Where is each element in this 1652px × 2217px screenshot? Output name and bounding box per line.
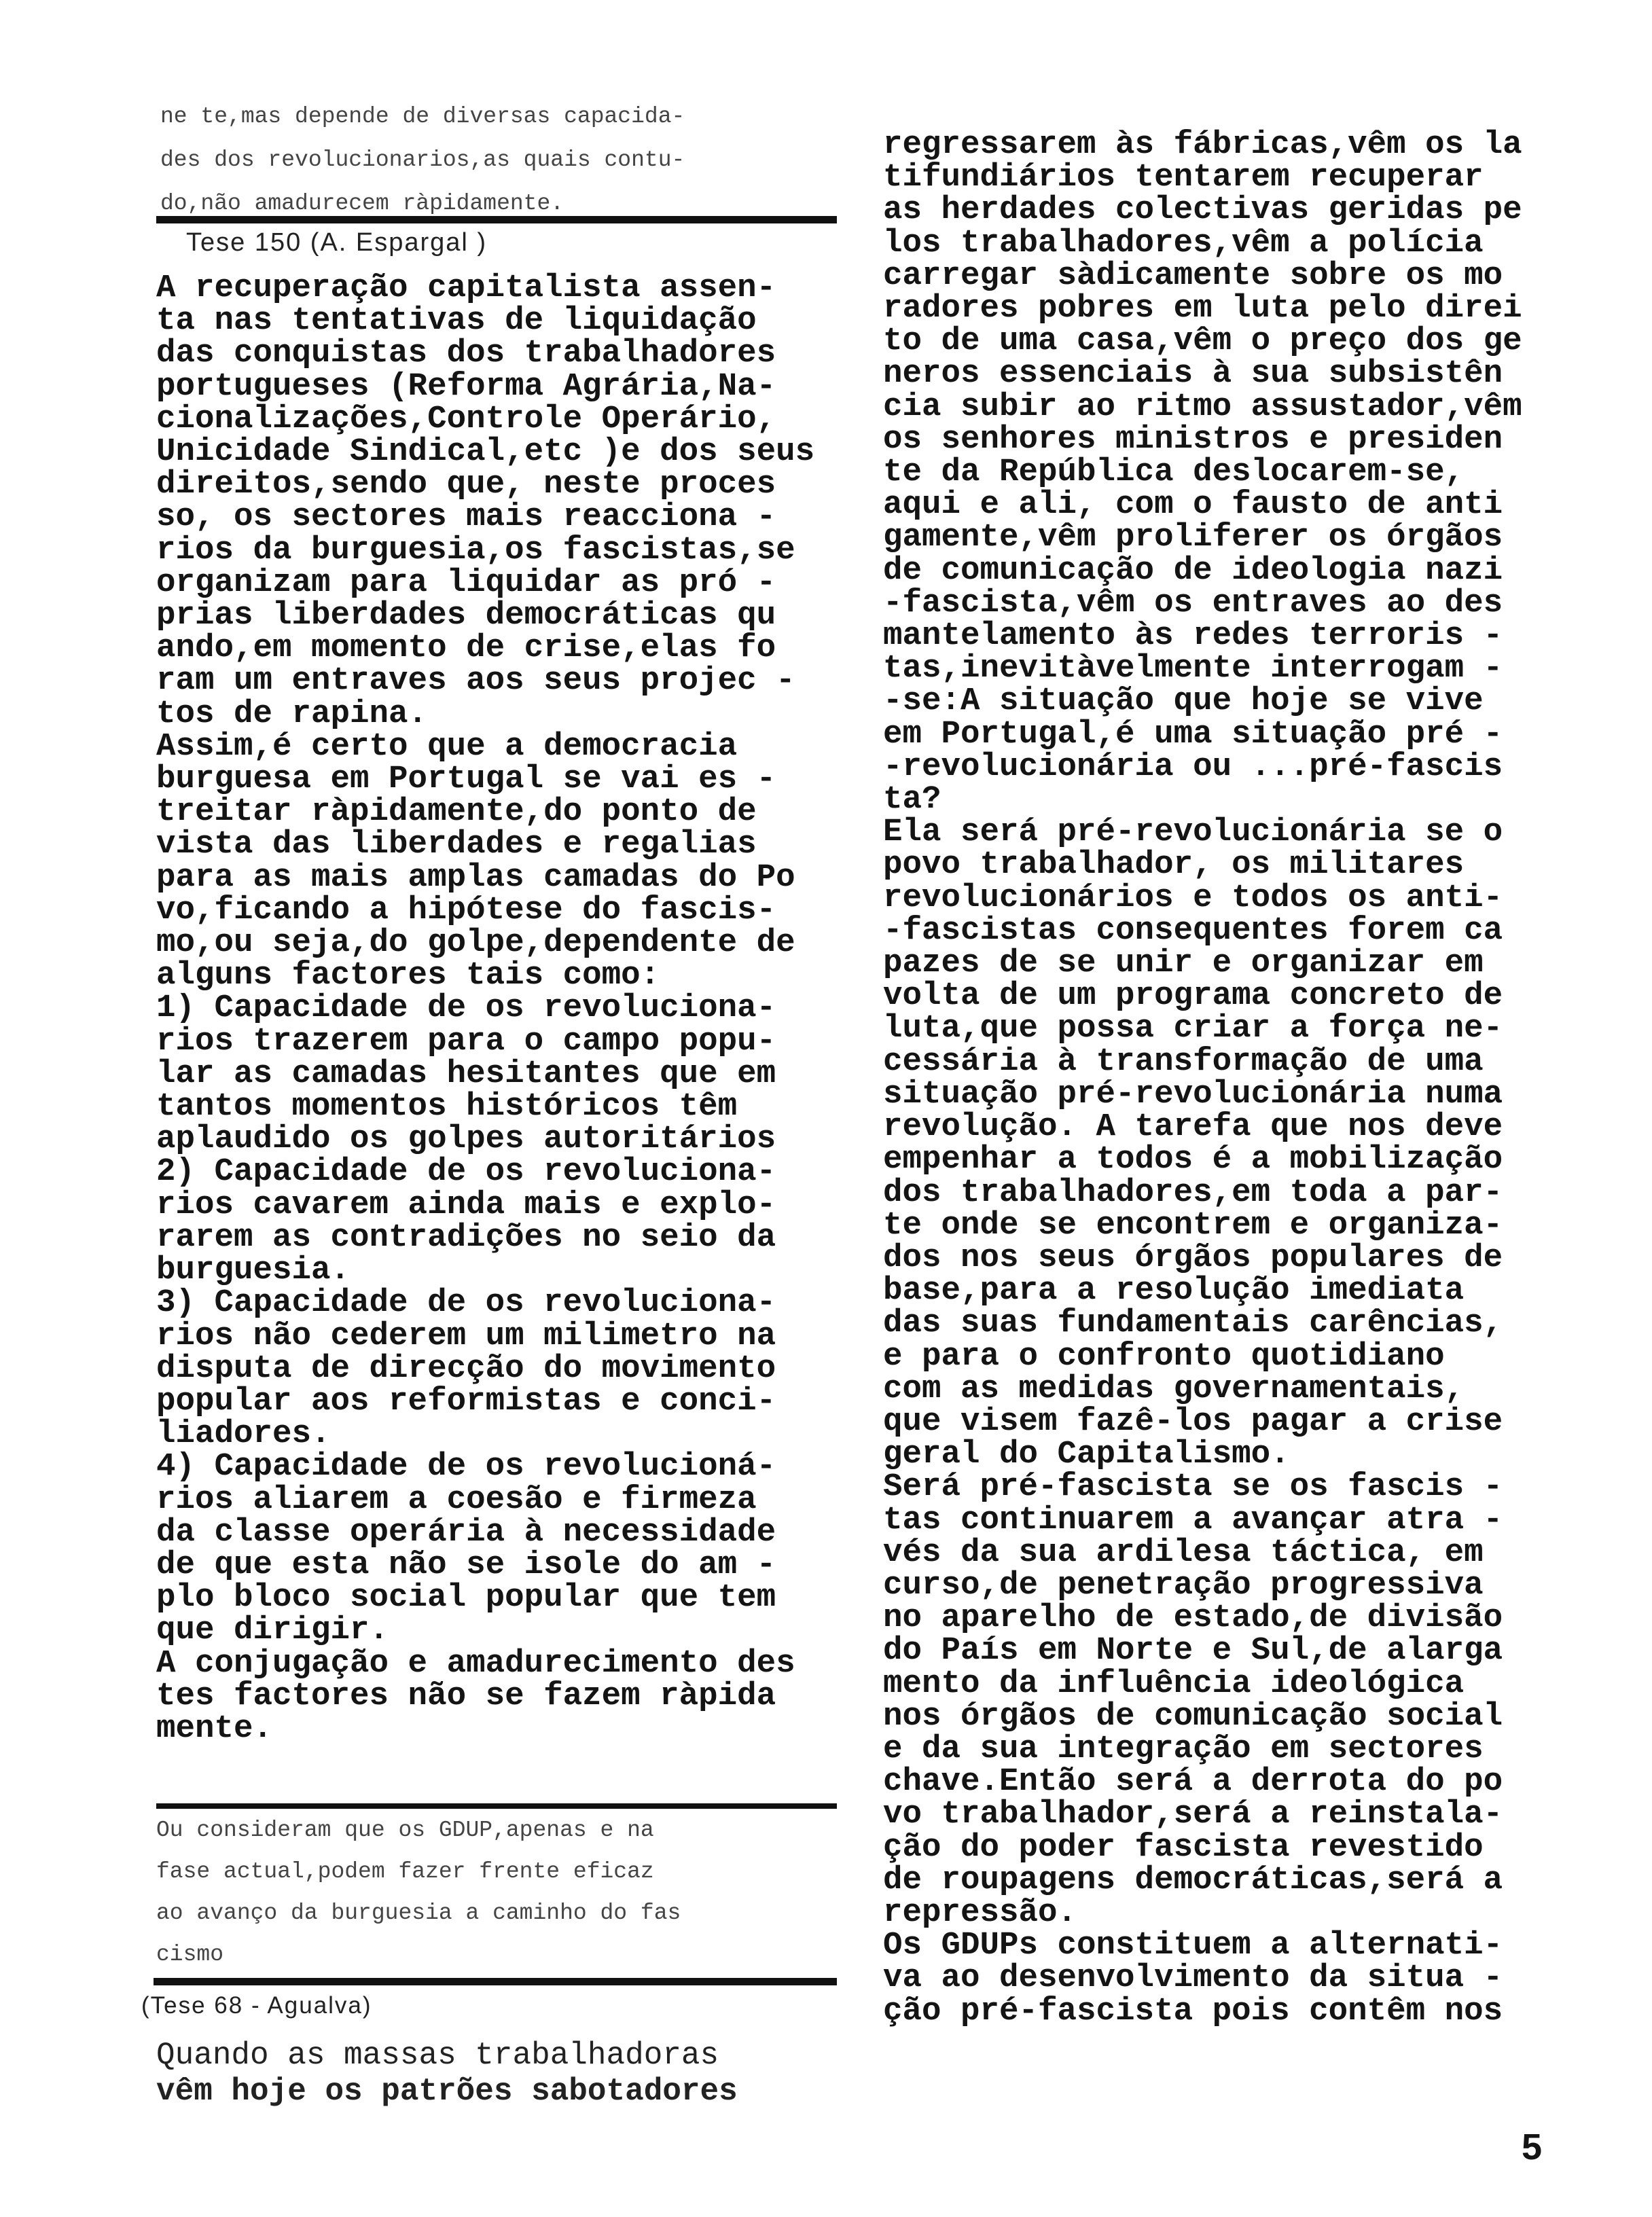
text-line: chave.Então será a derrota do po [883, 1763, 1503, 1801]
text-line: em Portugal,é uma situação pré - [883, 715, 1503, 753]
text-line: dos trabalhadores,em toda a par- [883, 1174, 1503, 1211]
text-line: -fascista,vêm os entraves ao des [883, 584, 1503, 621]
text-line: ram um entraves aos seus projec - [156, 662, 795, 700]
thesis-150-body [156, 272, 814, 1745]
page-number: 5 [1522, 2127, 1543, 2167]
text-line: 1) Capacidade de os revoluciona- [156, 990, 776, 1027]
text-line: vo,ficando a hipótese do fascis- [156, 891, 776, 929]
text-line: povo trabalhador, os militares [883, 846, 1465, 884]
text-line: prias liberdades democráticas qu [156, 597, 776, 634]
text-line: tantos momentos históricos têm [156, 1088, 738, 1125]
text-line: mento da influência ideológica [883, 1665, 1465, 1702]
text-line: situação pré-revolucionária numa [883, 1075, 1503, 1113]
text-line: alguns factores tais como: [156, 957, 660, 994]
text-line: os senhores ministros e presiden [883, 420, 1503, 458]
text-line: A recuperação capitalista assen- [156, 270, 776, 306]
text-line: lar as camadas hesitantes que em [156, 1055, 776, 1092]
text-line: los trabalhadores,vêm a polícia [883, 224, 1484, 262]
divider-rule [156, 216, 837, 223]
text-line: organizam para liquidar as pró - [156, 564, 776, 601]
text-line: 4) Capacidade de os revolucioná- [156, 1448, 776, 1485]
text-line: pazes de se unir e organizar em [883, 945, 1484, 982]
text-line: de roupagens democráticas,será a [883, 1861, 1503, 1898]
text-line: des dos revolucionarios,as quais contu- [160, 147, 685, 173]
text-line: tas continuarem a avançar atra - [883, 1501, 1503, 1538]
text-line: do País em Norte e Sul,de alarga [883, 1632, 1503, 1670]
text-line: direitos,sendo que, neste proces [156, 466, 776, 503]
thesis-68-continued-body [883, 126, 1522, 2030]
text-line: Ela será pré-revolucionária se o [883, 814, 1503, 851]
text-line: vêm hoje os patrões sabotadores [156, 2074, 738, 2109]
text-line: -se:A situação que hoje se vive [883, 683, 1484, 720]
text-line: vo trabalhador,será a reinstala- [883, 1796, 1503, 1833]
continued-thesis-header [160, 95, 826, 226]
divider-rule [156, 1803, 837, 1809]
text-line: A conjugação e amadurecimento des [156, 1644, 795, 1682]
text-line: liadores. [156, 1416, 331, 1453]
text-line: que dirigir. [156, 1612, 389, 1649]
text-line: repressão. [883, 1894, 1077, 1931]
text-line: empenhar a todos é a mobilização [883, 1141, 1503, 1178]
text-line: que visem fazê-los pagar a crise [883, 1403, 1503, 1440]
text-line: vés da sua ardilesa táctica, em [883, 1534, 1484, 1571]
text-line: disputa de direcção do movimento [156, 1350, 776, 1387]
text-line: burguesia. [156, 1252, 351, 1289]
text-line: para as mais amplas camadas do Po [156, 859, 795, 896]
thesis-quote-box [156, 1809, 681, 1975]
text-line: curso,de penetração progressiva [883, 1566, 1484, 1604]
text-line: de que esta não se isole do am - [156, 1546, 776, 1583]
text-line: ne te,mas depende de diversas capacida- [160, 104, 685, 129]
text-line: gamente,vêm proliferer os órgãos [883, 519, 1503, 556]
text-line: Ou consideram que os GDUP,apenas e na [156, 1818, 654, 1843]
thesis-68-body [156, 2038, 738, 2110]
thesis-150-label: Tese 150 (A. Espargal ) [186, 228, 488, 257]
text-line: tes factores não se fazem ràpida [156, 1677, 776, 1714]
text-line: ta? [883, 781, 941, 818]
text-line: nos órgãos de comunicação social [883, 1697, 1503, 1735]
text-line: de comunicação de ideologia nazi [883, 552, 1503, 589]
text-line: tifundiários tentarem recuperar [883, 159, 1484, 196]
text-line: to de uma casa,vêm o preço dos ge [883, 323, 1522, 360]
text-line: Os GDUPs constituem a alternati- [883, 1927, 1503, 1964]
text-line: as herdades colectivas geridas pe [883, 192, 1522, 229]
text-line: carregar sàdicamente sobre os mo [883, 257, 1503, 294]
text-line: -fascistas consequentes forem ca [883, 912, 1503, 949]
text-line: das conquistas dos trabalhadores [156, 335, 776, 372]
text-line: te da República deslocarem-se, [883, 454, 1465, 491]
text-line: -revolucionária ou ...pré-fascis [883, 748, 1503, 785]
text-line: revolucionários e todos os anti- [883, 879, 1503, 916]
text-line: 2) Capacidade de os revoluciona- [156, 1153, 776, 1191]
text-line: base,para a resolução imediata [883, 1272, 1465, 1310]
text-line: e para o confronto quotidiano [883, 1337, 1445, 1375]
text-line: do,não amadurecem ràpidamente. [160, 191, 564, 216]
text-line: revolução. A tarefa que nos deve [883, 1108, 1503, 1146]
text-line: ando,em momento de crise,elas fo [156, 630, 776, 667]
text-line: Quando as massas trabalhadoras [156, 2038, 719, 2073]
text-line: rios não cederem um milimetro na [156, 1317, 776, 1354]
text-line: volta de um programa concreto de [883, 977, 1503, 1015]
text-line: va ao desenvolvimento da situa - [883, 1960, 1503, 1997]
text-line: portugueses (Reforma Agrária,Na- [156, 367, 776, 405]
text-line: Será pré-fascista se os fascis - [883, 1468, 1503, 1506]
text-line: mo,ou seja,do golpe,dependente de [156, 924, 795, 962]
text-line: mente. [156, 1710, 273, 1747]
text-line: ção do poder fascista revestido [883, 1828, 1484, 1866]
thesis-68-label: (Tese 68 - Agualva) [141, 1992, 372, 2019]
text-line: 3) Capacidade de os revoluciona- [156, 1284, 776, 1322]
text-line: fase actual,podem fazer frente eficaz [156, 1859, 654, 1884]
text-line: plo bloco social popular que tem [156, 1579, 776, 1617]
text-line: e da sua integração em sectores [883, 1730, 1484, 1767]
text-line: no aparelho de estado,de divisão [883, 1600, 1503, 1637]
text-line: rarem as contradições no seio da [156, 1219, 776, 1256]
text-line: da classe operária à necessidade [156, 1513, 776, 1551]
text-line: popular aos reformistas e conci- [156, 1382, 776, 1420]
text-line: Assim,é certo que a democracia [156, 727, 738, 765]
text-line: treitar ràpidamente,do ponto de [156, 793, 757, 831]
text-line: ta nas tentativas de liquidação [156, 302, 757, 340]
text-line: rios trazerem para o campo popu- [156, 1022, 776, 1060]
text-line: aplaudido os golpes autoritários [156, 1121, 776, 1158]
text-line: rios cavarem ainda mais e explo- [156, 1186, 776, 1223]
text-line: dos nos seus órgãos populares de [883, 1239, 1503, 1276]
text-line: cismo [156, 1942, 224, 1967]
text-line: so, os sectores mais reacciona - [156, 499, 776, 536]
text-line: mantelamento às redes terroris - [883, 617, 1503, 655]
text-line: te onde se encontrem e organiza- [883, 1206, 1503, 1244]
text-line: geral do Capitalismo. [883, 1436, 1290, 1473]
text-line: neros essenciais à sua subsistên [883, 355, 1503, 393]
text-line: regressarem às fábricas,vêm os la [883, 126, 1522, 163]
text-line: cionalizações,Controle Operário, [156, 400, 776, 437]
text-line: cessária à transformação de uma [883, 1043, 1484, 1080]
text-line: luta,que possa criar a força ne- [883, 1010, 1503, 1047]
text-line: tos de rapina. [156, 695, 428, 732]
text-line: cia subir ao ritmo assustador,vêm [883, 388, 1522, 425]
text-line: aqui e ali, com o fausto de anti [883, 486, 1503, 524]
text-line: radores pobres em luta pelo direi [883, 290, 1522, 327]
text-line: tas,inevitàvelmente interrogam - [883, 650, 1503, 687]
text-line: rios aliarem a coesão e firmeza [156, 1481, 757, 1518]
text-line: rios da burguesia,os fascistas,se [156, 531, 795, 569]
text-line: das suas fundamentais carências, [883, 1305, 1503, 1342]
text-line: Unicidade Sindical,etc )e dos seus [156, 433, 815, 471]
text-line: com as medidas governamentais, [883, 1370, 1465, 1407]
text-line: ao avanço da burguesia a caminho do fas [156, 1900, 681, 1926]
text-line: burguesa em Portugal se vai es - [156, 761, 776, 798]
text-line: vista das liberdades e regalias [156, 826, 757, 863]
text-line: ção pré-fascista pois contêm nos [883, 1992, 1503, 2030]
divider-rule [154, 1978, 837, 1985]
